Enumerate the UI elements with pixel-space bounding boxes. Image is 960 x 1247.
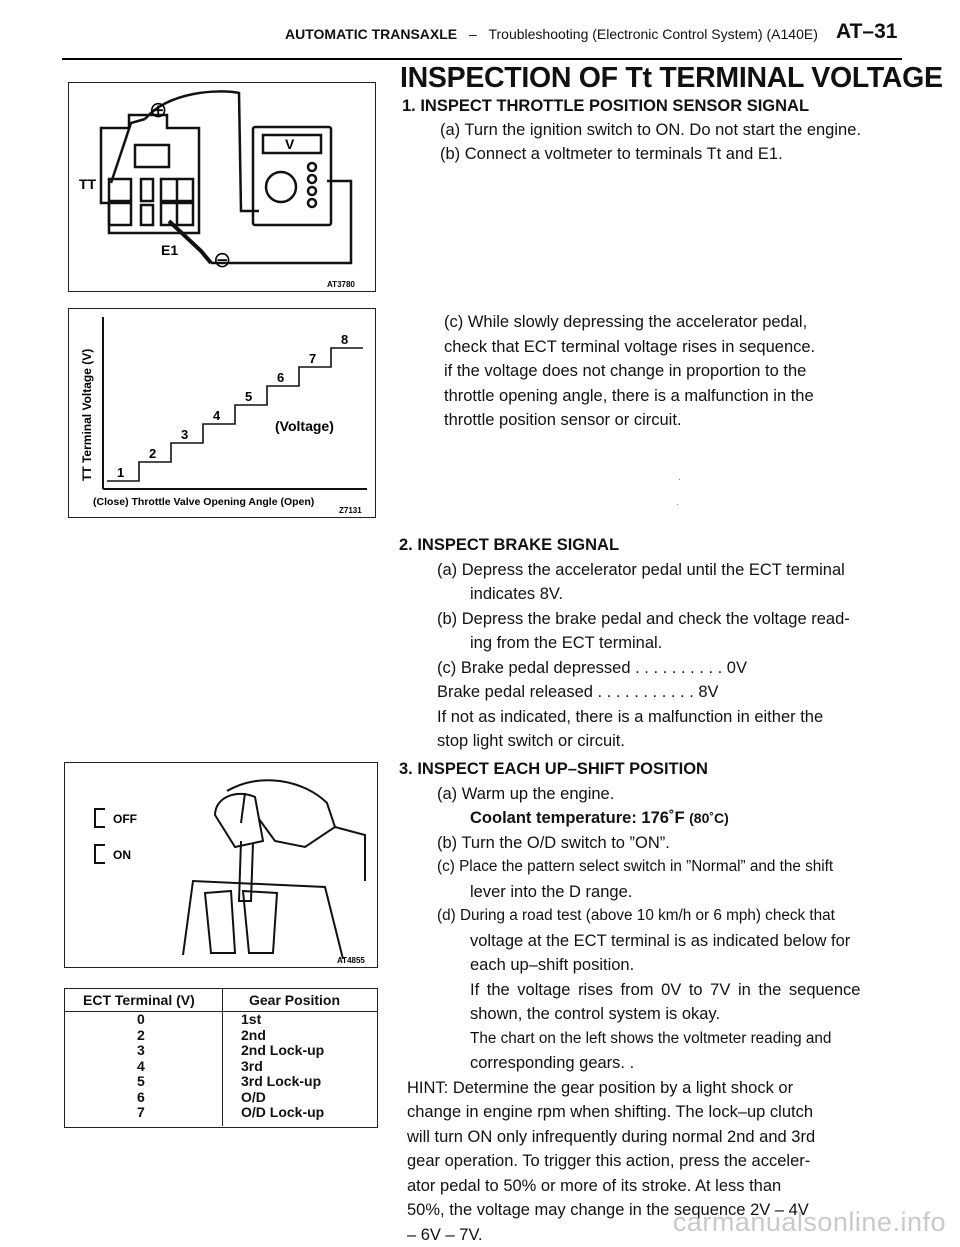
step3-d: corresponding gears. . — [399, 1051, 860, 1076]
table-header — [65, 989, 377, 1012]
e1-label: E1 — [161, 242, 178, 258]
x-axis-label: (Close) Throttle Valve Opening Angle (Open) — [93, 496, 314, 508]
step-label: 2 — [149, 446, 156, 461]
running-header — [285, 26, 818, 42]
figure-code: AT4855 — [337, 956, 365, 965]
step1-c-line: (c) While slowly depressing the accelerator pedal, — [444, 310, 815, 335]
step1-heading: 1. INSPECT THROTTLE POSITION SENSOR SIGNAL — [402, 94, 809, 119]
step1-a: (a) Turn the ignition switch to ON. Do not start the engine. — [440, 118, 861, 143]
col-ect-terminal: ECT Terminal (V) — [65, 989, 223, 1011]
step3-d: If the voltage rises from 0V to 7V in the sequence — [399, 978, 860, 1003]
table-cell-voltage: 6 — [65, 1090, 222, 1106]
header-section: AUTOMATIC TRANSAXLE — [285, 26, 457, 42]
shift-lever-illustration — [65, 763, 377, 967]
table-cell-gear: O/D — [223, 1090, 377, 1106]
step3-d: (d) During a road test (above 10 km/h or 6 mph) check that — [399, 904, 860, 929]
hint-line: – 6V – 7V. — [399, 1223, 860, 1247]
step-label: 1 — [117, 465, 124, 480]
plus-terminal-icon: ⊕ — [149, 98, 167, 123]
step3-b: (b) Turn the O/D switch to ”ON”. — [399, 831, 860, 856]
y-axis-label: TT Terminal Voltage (V) — [80, 349, 94, 481]
hint-line: change in engine rpm when shifting. The lock–up clutch — [399, 1100, 860, 1125]
step2-line: (a) Depress the accelerator pedal until the ECT terminal — [399, 558, 850, 583]
step1-b: (b) Connect a voltmeter to terminals Tt and E1. — [440, 142, 783, 167]
connector-diagram — [69, 83, 375, 291]
page-title: INSPECTION OF Tt TERMINAL VOLTAGE — [400, 62, 943, 95]
step-label: 7 — [309, 351, 316, 366]
table-cell-voltage: 5 — [65, 1074, 222, 1090]
hint-line: ator pedal to 50% or more of its stroke. At less than — [399, 1174, 860, 1199]
legend-voltage: (Voltage) — [275, 418, 334, 434]
step2-line: If not as indicated, there is a malfunction in either the — [399, 705, 850, 730]
table-cell-gear: 3rd Lock-up — [223, 1074, 377, 1090]
table-cell-gear: 3rd — [223, 1059, 377, 1075]
step3-coolant — [399, 806, 860, 831]
step3-d: each up–shift position. — [399, 953, 860, 978]
step3-d: voltage at the ECT terminal is as indicated below for — [399, 929, 860, 954]
speck: . — [678, 472, 681, 483]
hint-line: will turn ON only infrequently during normal 2nd and 3rd — [399, 1125, 860, 1150]
col-gear-position: Gear Position — [223, 989, 377, 1011]
table-cell-gear: 1st — [223, 1012, 377, 1028]
step1-c — [444, 310, 815, 433]
step-label: 6 — [277, 370, 284, 385]
voltage-column — [65, 1012, 223, 1126]
table-body — [65, 1012, 377, 1126]
table-cell-voltage: 4 — [65, 1059, 222, 1075]
od-off-label: OFF — [113, 812, 137, 826]
od-on-label: ON — [113, 848, 131, 862]
hint-line: gear operation. To trigger this action, press the acceler- — [399, 1149, 860, 1174]
step3-heading: 3. INSPECT EACH UP–SHIFT POSITION — [399, 757, 860, 782]
table-cell-voltage: 2 — [65, 1028, 222, 1044]
step2-heading: 2. INSPECT BRAKE SIGNAL — [399, 533, 850, 558]
page-number: AT–31 — [836, 20, 897, 44]
voltage-step-chart — [69, 309, 375, 517]
header-subsection: Troubleshooting (Electronic Control System) (A140E) — [488, 26, 817, 42]
hint-line: HINT: Determine the gear position by a light shock or — [399, 1076, 860, 1101]
tt-label: TT — [79, 176, 97, 192]
speck: . — [676, 497, 679, 508]
step3-a: (a) Warm up the engine. — [399, 782, 860, 807]
step2-line: ing from the ECT terminal. — [399, 631, 850, 656]
step1-c-line: check that ECT terminal voltage rises in sequence. — [444, 335, 815, 360]
step2-line: (b) Depress the brake pedal and check the voltage read- — [399, 607, 850, 632]
gear-column — [223, 1012, 377, 1126]
watermark: carmanualsonline.info — [673, 1207, 946, 1238]
figure-code: Z7131 — [339, 506, 362, 515]
step3-d: shown, the control system is okay. — [399, 1002, 860, 1027]
step2-line: (c) Brake pedal depressed . . . . . . . . . . 0V — [399, 656, 850, 681]
step2-block — [399, 533, 850, 754]
meter-v-label: V — [285, 136, 295, 152]
step1-c-line: if the voltage does not change in proportion to the — [444, 359, 815, 384]
figure-voltmeter-connection — [68, 82, 376, 292]
step1-c-line: throttle position sensor or circuit. — [444, 408, 815, 433]
step-label: 4 — [213, 408, 221, 423]
step-label: 3 — [181, 427, 188, 442]
coolant-f: Coolant temperature: 176˚F — [470, 809, 685, 827]
header-separator: – — [469, 26, 477, 42]
step2-line: Brake pedal released . . . . . . . . . . . 8V — [399, 680, 850, 705]
table-cell-gear: 2nd Lock-up — [223, 1043, 377, 1059]
table-cell-voltage: 7 — [65, 1105, 222, 1121]
step-label: 5 — [245, 389, 252, 404]
figure-voltage-gear-table — [64, 988, 378, 1128]
step2-line: stop light switch or circuit. — [399, 729, 850, 754]
step1-c-line: throttle opening angle, there is a malfunction in the — [444, 384, 815, 409]
step3-c1: (c) Place the pattern select switch in ”Normal” and the shift — [399, 855, 860, 880]
step-label: 8 — [341, 332, 348, 347]
figure-voltage-steps — [68, 308, 376, 518]
figure-shift-lever — [64, 762, 378, 968]
step2-line: indicates 8V. — [399, 582, 850, 607]
header-rule — [62, 58, 902, 60]
coolant-c: (80˚C) — [689, 810, 729, 826]
step3-d: The chart on the left shows the voltmeter reading and — [399, 1027, 860, 1052]
step3-block — [399, 757, 860, 1247]
table-cell-gear: O/D Lock-up — [223, 1105, 377, 1121]
hint-line: 50%, the voltage may change in the sequence 2V – 4V — [399, 1198, 860, 1223]
figure-code: AT3780 — [327, 280, 355, 289]
table-cell-gear: 2nd — [223, 1028, 377, 1044]
table-cell-voltage: 3 — [65, 1043, 222, 1059]
minus-terminal-icon: ⊖ — [213, 248, 231, 273]
table-cell-voltage: 0 — [65, 1012, 222, 1028]
step3-c2: lever into the D range. — [399, 880, 860, 905]
